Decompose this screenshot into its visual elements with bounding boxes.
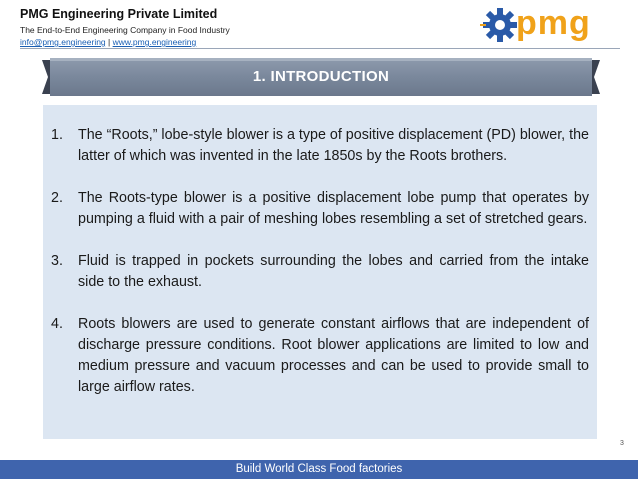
list-item-text: The “Roots,” lobe-style blower is a type of positive displacement (PD) blower, the latter of which was invented in the late 1850s by the Roots brothers. xyxy=(78,127,589,164)
content-panel xyxy=(43,105,597,439)
pmg-logo xyxy=(480,6,620,44)
contact-links xyxy=(20,37,196,47)
title-banner xyxy=(40,56,602,98)
list-item-number: 1. xyxy=(51,127,63,143)
list-item-text: The Roots-type blower is a positive displacement lobe pump that operates by pumping a fluid with a pair of meshing lobes resembling a set of stretched gears. xyxy=(78,190,589,227)
header-divider xyxy=(20,48,620,49)
list-item-number: 4. xyxy=(51,316,63,332)
company-name: PMG Engineering Private Limited xyxy=(20,7,218,21)
list-item xyxy=(51,314,589,398)
list-item xyxy=(51,251,589,293)
list-item-text: Roots blowers are used to generate constant airflows that are independent of discharge pressure conditions. Root blower applications are limited to low and medium pressure and vacuum processes and can be used to provide small to large airflow rates. xyxy=(78,316,589,395)
intro-list xyxy=(51,125,589,398)
list-item xyxy=(51,125,589,167)
list-item xyxy=(51,188,589,230)
list-item-text: Fluid is trapped in pockets surrounding the lobes and carried from the intake side to the exhaust. xyxy=(78,253,589,290)
company-tagline: The End-to-End Engineering Company in Food Industry xyxy=(20,25,230,35)
website-link[interactable]: www.pmg.engineering xyxy=(112,37,197,47)
page-number: 3 xyxy=(620,440,624,447)
slide-title: 1. INTRODUCTION xyxy=(252,68,390,85)
footer-bar xyxy=(0,460,638,479)
gear-icon xyxy=(480,6,520,44)
email-link[interactable]: info@pmg.engineering xyxy=(20,37,106,47)
list-item-number: 3. xyxy=(51,253,63,269)
logo-text: pmg xyxy=(516,4,591,42)
contact-separator: | xyxy=(108,37,111,47)
list-item-number: 2. xyxy=(51,190,63,206)
slide-header xyxy=(0,0,638,52)
footer-slogan: Build World Class Food factories xyxy=(235,463,403,475)
